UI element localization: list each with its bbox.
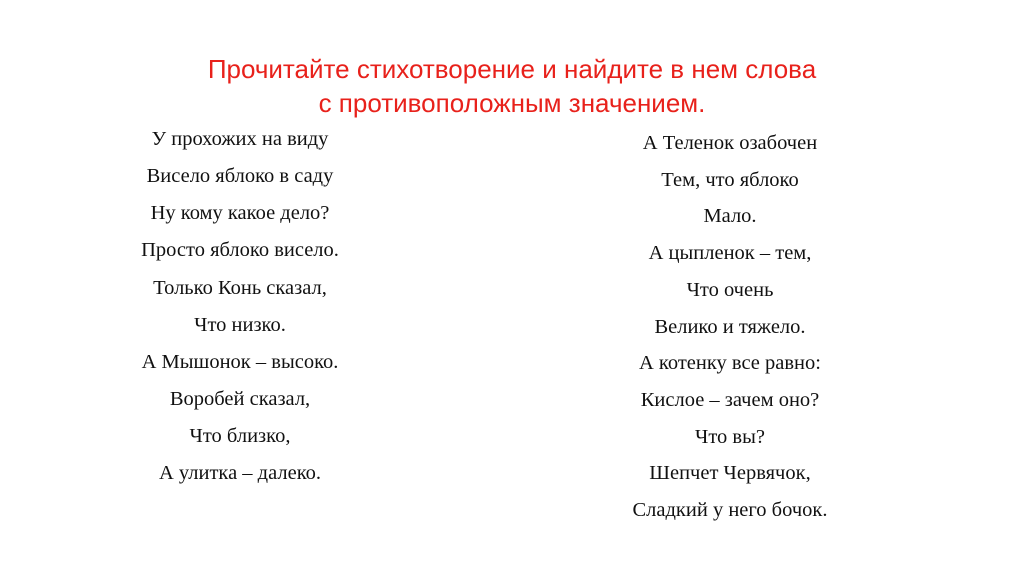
poem-line: Что близко, [189, 425, 291, 447]
poem-line: А котенку все равно: [639, 352, 821, 374]
title-line-1: Прочитайте стихотворение и найдите в нем слова [207, 54, 817, 84]
poem-line: Висело яблоко в саду [146, 165, 334, 187]
poem-left-column [80, 128, 400, 498]
poem-line: Воробей сказал, [169, 388, 311, 410]
poem-line: А Теленок озабочен [642, 132, 818, 154]
poem-line: Сладкий у него бочок. [632, 499, 828, 521]
poem-line: Тем, что яблоко [661, 169, 799, 191]
poem-line: Велико и тяжело. [654, 316, 806, 338]
poem-line: Только Конь сказал, [153, 277, 327, 299]
poem-line: Что очень [686, 279, 774, 301]
poem-line: А улитка – далеко. [158, 462, 322, 484]
poem-line: Что низко. [194, 314, 286, 336]
poem-right-column [570, 128, 890, 528]
slide-title [0, 52, 1024, 120]
poem-line: Кислое – зачем оно? [640, 389, 820, 411]
poem-line: Просто яблоко висело. [141, 239, 339, 261]
poem-line: Ну кому какое дело? [150, 202, 330, 224]
poem-line: А цыпленок – тем, [648, 242, 812, 264]
poem-line: Шепчет Червячок, [649, 462, 811, 484]
poem-line: У прохожих на виду [151, 128, 329, 150]
title-line-2: с противоположным значением. [318, 88, 706, 118]
poem-line: А Мышонок – высоко. [141, 351, 339, 373]
poem-line: Что вы? [695, 426, 765, 448]
poem-line: Мало. [703, 205, 757, 227]
